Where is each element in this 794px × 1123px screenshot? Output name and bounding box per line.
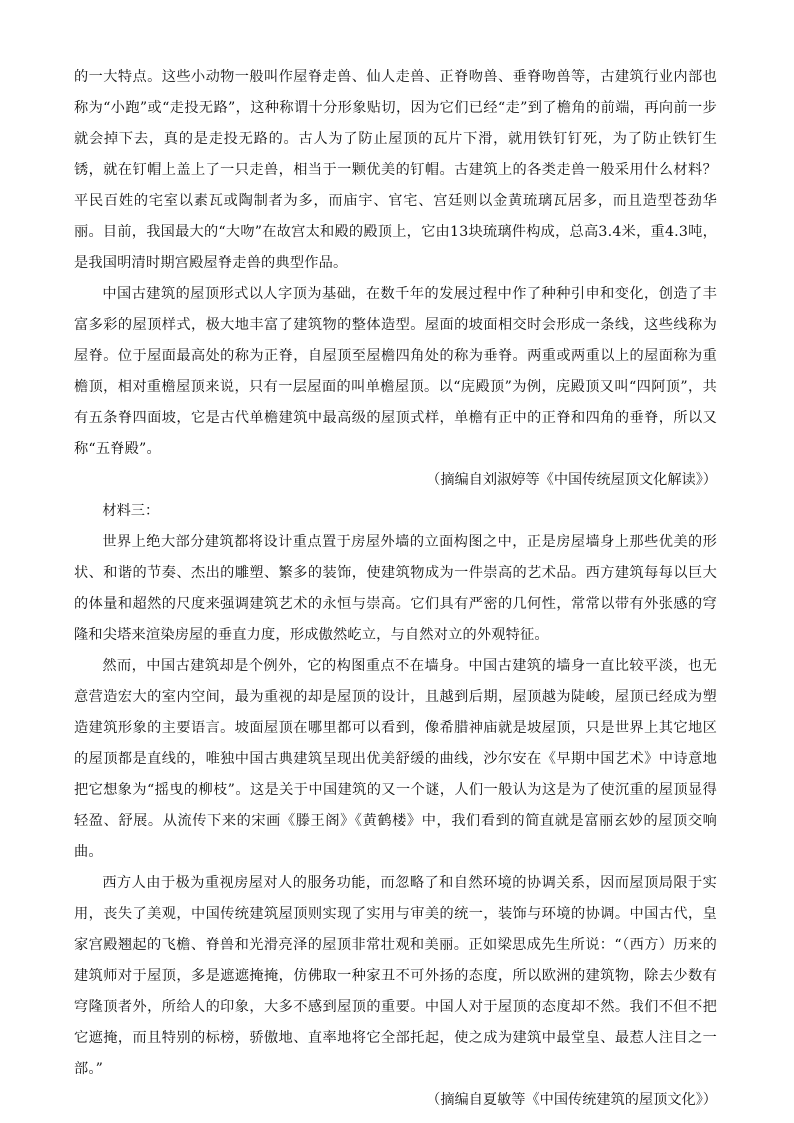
paragraph-2: 中国古建筑的屋顶形式以人字顶为基础，在数千年的发展过程中作了种种引申和变化，创造了丰富多彩的屋顶样式，极大地丰富了建筑物的整体造型。屋面的坡面相交时会形成一条线，这些线称为屋脊。位于屋面最高处的称为正脊，自屋顶至屋檐四角处的称为垂脊。两重或两重以上的屋面称为重檐顶，相对重檐屋顶来说，只有一层屋面的叫单檐屋顶。以“庑殿顶”为例，庑殿顶又叫“四阿顶”，共有五条脊四面坡，它是古代单檐建筑中最高级的屋顶式样，单檐有正中的正脊和四角的垂脊，所以又称“五脊殿”。 [74, 286, 717, 457]
paragraph-3: 世界上绝大部分建筑都将设计重点置于房屋外墙的立面构图之中，正是房屋墙身上那些优美的形状、和谐的节奏、杰出的雕塑、繁多的装饰，使建筑物成为一件崇高的艺术品。西方建筑每每以巨大的体量和超然的尺度来强调建筑艺术的永恒与崇高。它们具有严密的几何性，常常以带有外张感的穹隆和尖塔来渲染房屋的垂直力度，形成傲然屹立，与自然对立的外观特征。 [74, 534, 717, 643]
section-label-material-3: 材料三： [102, 503, 160, 519]
paragraph-4: 然而，中国古建筑却是个例外，它的构图重点不在墙身。中国古建筑的墙身一直比较平淡，也无意营造宏大的室内空间，最为重视的却是屋顶的设计，且越到后期，屋顶越为陡峻，屋顶已经成为塑造建筑形象的主要语言。坡面屋顶在哪里都可以看到，像希腊神庙就是坡屋顶，只是世界上其它地区的屋顶都是直线的，唯独中国古典建筑呈现出优美舒缓的曲线，沙尔安在《早期中国艺术》中诗意地把它想象为“摇曳的柳枝”。这是关于中国建筑的又一个谜，人们一般认为这是为了使沉重的屋顶显得轻盈、舒展。从流传下来的宋画《滕王阁》《黄鹤楼》中，我们看到的简直就是富丽玄妙的屋顶交响曲。 [74, 658, 717, 860]
source-citation-1: （摘编自刘淑婷等《中国传统屋顶文化解读》） [426, 472, 717, 488]
paragraph-5: 西方人由于极为重视房屋对人的服务功能，而忽略了和自然环境的协调关系，因而屋顶局限于实用，丧失了美观，中国传统建筑屋顶则实现了实用与审美的统一，装饰与环境的协调。中国古代，皇家宫殿翘起的飞檐、脊兽和光滑亮泽的屋顶非常壮观和美丽。正如梁思成先生所说：“（西方）历来的建筑师对于屋顶，多是遮遮掩掩，仿佛取一种家丑不可外扬的态度，所以欧洲的建筑物，除去少数有穹隆顶者外，所给人的印象，大多不感到屋顶的重要。中国人对于屋顶的态度却不然。我们不但不把它遮掩，而且特别的标榜，骄傲地、直率地将它全部托起，使之成为建筑中最堂皇、最惹人注目之一部。” [74, 875, 717, 1077]
paragraph-1: 的一大特点。这些小动物一般叫作屋脊走兽、仙人走兽、正脊吻兽、垂脊吻兽等，古建筑行业内部也称为“小跑”或“走投无路”，这种称谓十分形象贴切，因为它们已经“走”到了檐角的前端，再向前一步就会掉下去，真的是走投无路的。古人为了防止屋顶的瓦片下滑，就用铁钉钉死，为了防止铁钉生锈，就在钉帽上盖上了一只走兽，相当于一颗优美的钉帽。古建筑上的各类走兽一般采用什么材料？平民百姓的宅室以素瓦或陶制者为多，而庙宇、官宅、宫廷则以金黄琉璃瓦居多，而且造型苍劲华丽。目前，我国最大的“大吻”在故宫太和殿的殿顶上，它由13块琉璃件构成，总高3.4米，重4.3吨，是我国明清时期宫殿屋脊走兽的典型作品。 [74, 69, 717, 271]
source-citation-2: （摘编自夏敏等《中国传统建筑的屋顶文化》） [426, 1092, 717, 1108]
